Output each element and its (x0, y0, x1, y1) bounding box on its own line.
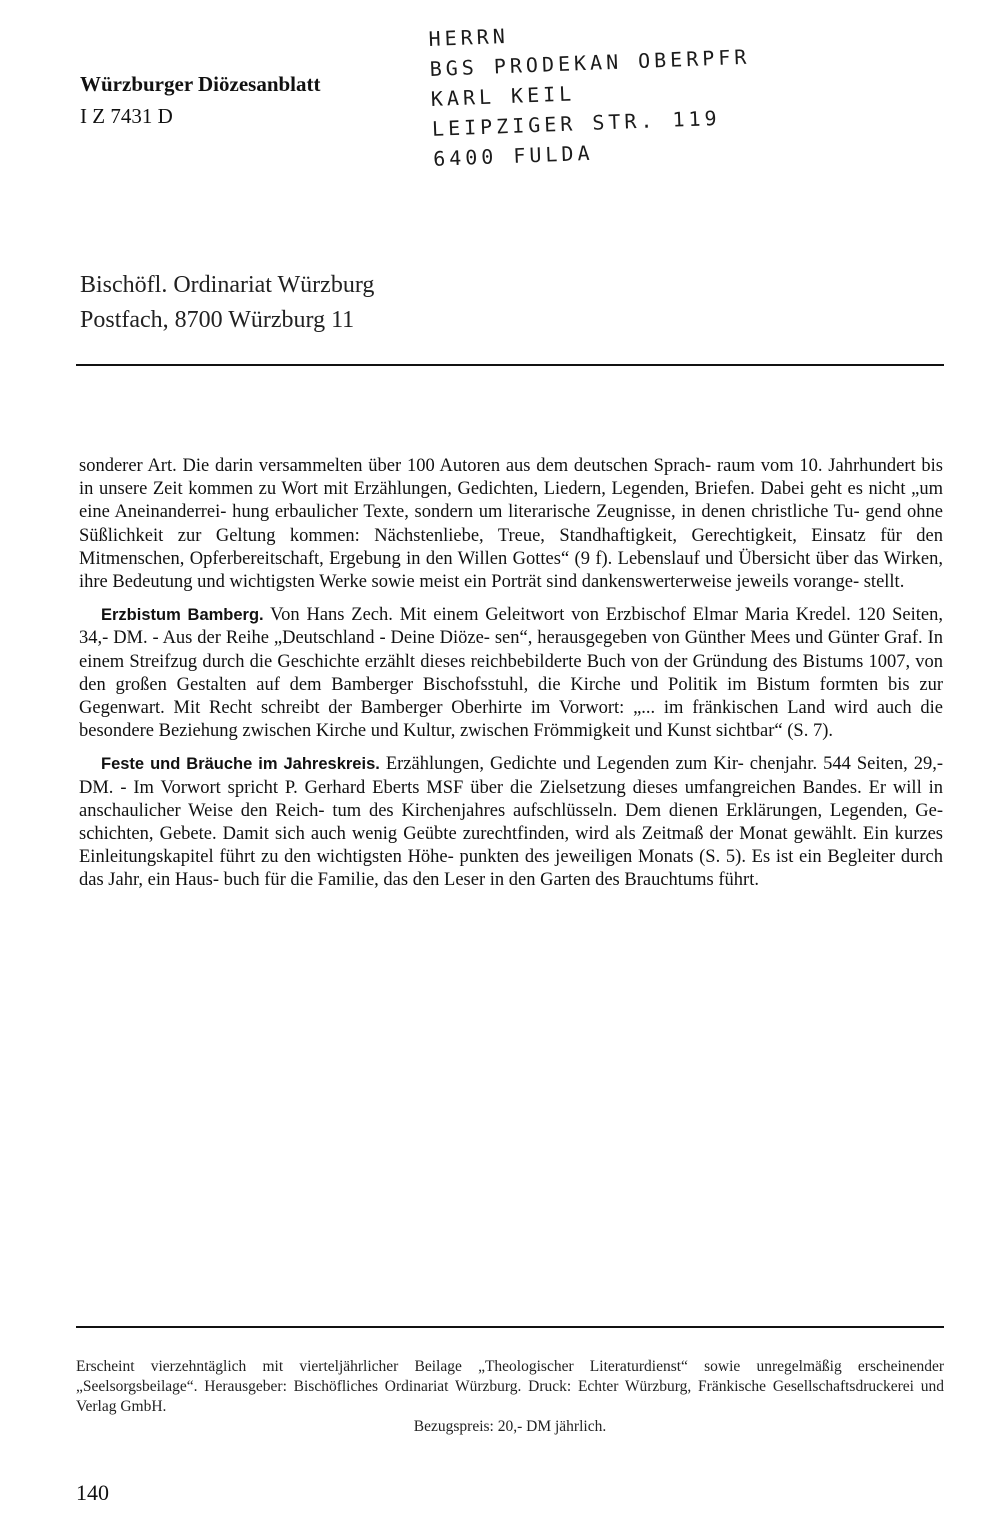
article-title: Erzbistum Bamberg. (101, 606, 264, 625)
publication-code: I Z 7431 D (80, 104, 173, 128)
sender-address: Postfach, 8700 Würzburg 11 (80, 307, 355, 333)
address-line: KARL KEIL (430, 81, 576, 111)
imprint-footer (76, 1357, 944, 1437)
address-line: LEIPZIGER STR. 119 (431, 105, 722, 141)
address-line: HERRN (428, 23, 510, 51)
subscription-price: Bezugspreis: 20,- DM jährlich. (413, 1418, 607, 1435)
imprint-text: Erscheint vierzehntäglich mit vierteljährlicher Beilage „Theologischer Literaturdienst“ sowie unregelmäßig erscheinender „Seelsorgsbeilage“. Herausgeber: Bischöfliches Ordinariat Würzburg. Druck: Echter Würzburg, Fränkische Gesellschaftsdruckerei und Verlag GmbH. (76, 1358, 944, 1415)
article-body (79, 455, 943, 903)
sender-name: Bischöfl. Ordinariat Würzburg (80, 272, 375, 298)
article-text: sonderer Art. Die darin versammelten über 100 Autoren aus dem deutschen Sprach- raum vom 10. Jahrhundert bis in unsere Zeit kommen zu Wort mit Erzählungen, Gedichten, Liedern, Legenden, Briefen. Dabei geht es nicht „um eine Aneinanderrei- hung erbaulicher Texte, sondern um literarische Zeugnisse, in denen christliche Tu- gend ohne Süßlichkeit zur Geltung kommen: Nächstenliebe, Treue, Standhaftigkeit, Gerechtigkeit, Einsatz für den Mitmenschen, Opferbereitschaft, Ergebung in den Willen Gottes“ (9 f). Lebenslauf und Übersicht über das Wirken, ihre Bedeutung und wichtigsten Werke sowie meist ein Porträt sind dankenswerterweise jeweils vorange- stellt. (79, 456, 943, 593)
publication-title: Würzburger Diözesanblatt (80, 72, 321, 96)
article-erzbistum-bamberg (79, 604, 943, 743)
page-number: 140 (76, 1480, 109, 1505)
address-line: BGS PRODEKAN OBERPFR (429, 44, 751, 81)
article-feste-und-braeuche (79, 753, 943, 892)
article-continuation (79, 455, 943, 594)
address-line: 6400 FULDA (432, 140, 594, 171)
article-text: Von Hans Zech. Mit einem Geleitwort von Erzbischof Elmar Maria Kredel. 120 Seiten, 34,- DM. - Aus der Reihe „Deutschland - Deine Diöze- sen“, herausgegeben von Günther Mees und Günter Graf. In einem Streifzug durch die Geschichte erzählt dieses reichbebilderte Buch von der Gründung des Bistums 1007, von den großen Gestalten auf dem Bamberger Bischofsstuhl, die Kirche und Politik im Bistum formten bis zur Gegenwart. Mit Recht schreibt der Bamberger Oberhirte im Vorwort: „... im fränkischen Land wird auch die besondere Beziehung zwischen Kirche und Kultur, zwischen Frömmigkeit und Kunst sichtbar“ (S. 7). (79, 605, 943, 742)
header-divider (76, 364, 944, 366)
footer-divider (76, 1326, 944, 1328)
address-stamp (428, 9, 833, 174)
article-text: Erzählungen, Gedichte und Legenden zum Kir- chenjahr. 544 Seiten, 29,- DM. - Im Vorwort spricht P. Gerhard Eberts MSF über die Zielsetzung dieses umfangreichen Bandes. Er will in anschaulicher Weise den Reich- tum des Kirchenjahres aufschlüsseln. Dem dienen Erklärungen, Legenden, Ge- schichten, Gebete. Damit sich auch wenig Geübte zurechtfinden, wird als Zeitmaß der Monat gewählt. Ein kurzes Einleitungskapitel führt zu den wichtigsten Höhe- punkten des jeweiligen Monats (S. 5). Es ist ein Begleiter durch das Jahr, ein Haus- buch für die Familie, das den Leser in den Garten des Brauchtums führt. (79, 754, 944, 891)
article-title: Feste und Bräuche im Jahreskreis. (101, 755, 380, 774)
